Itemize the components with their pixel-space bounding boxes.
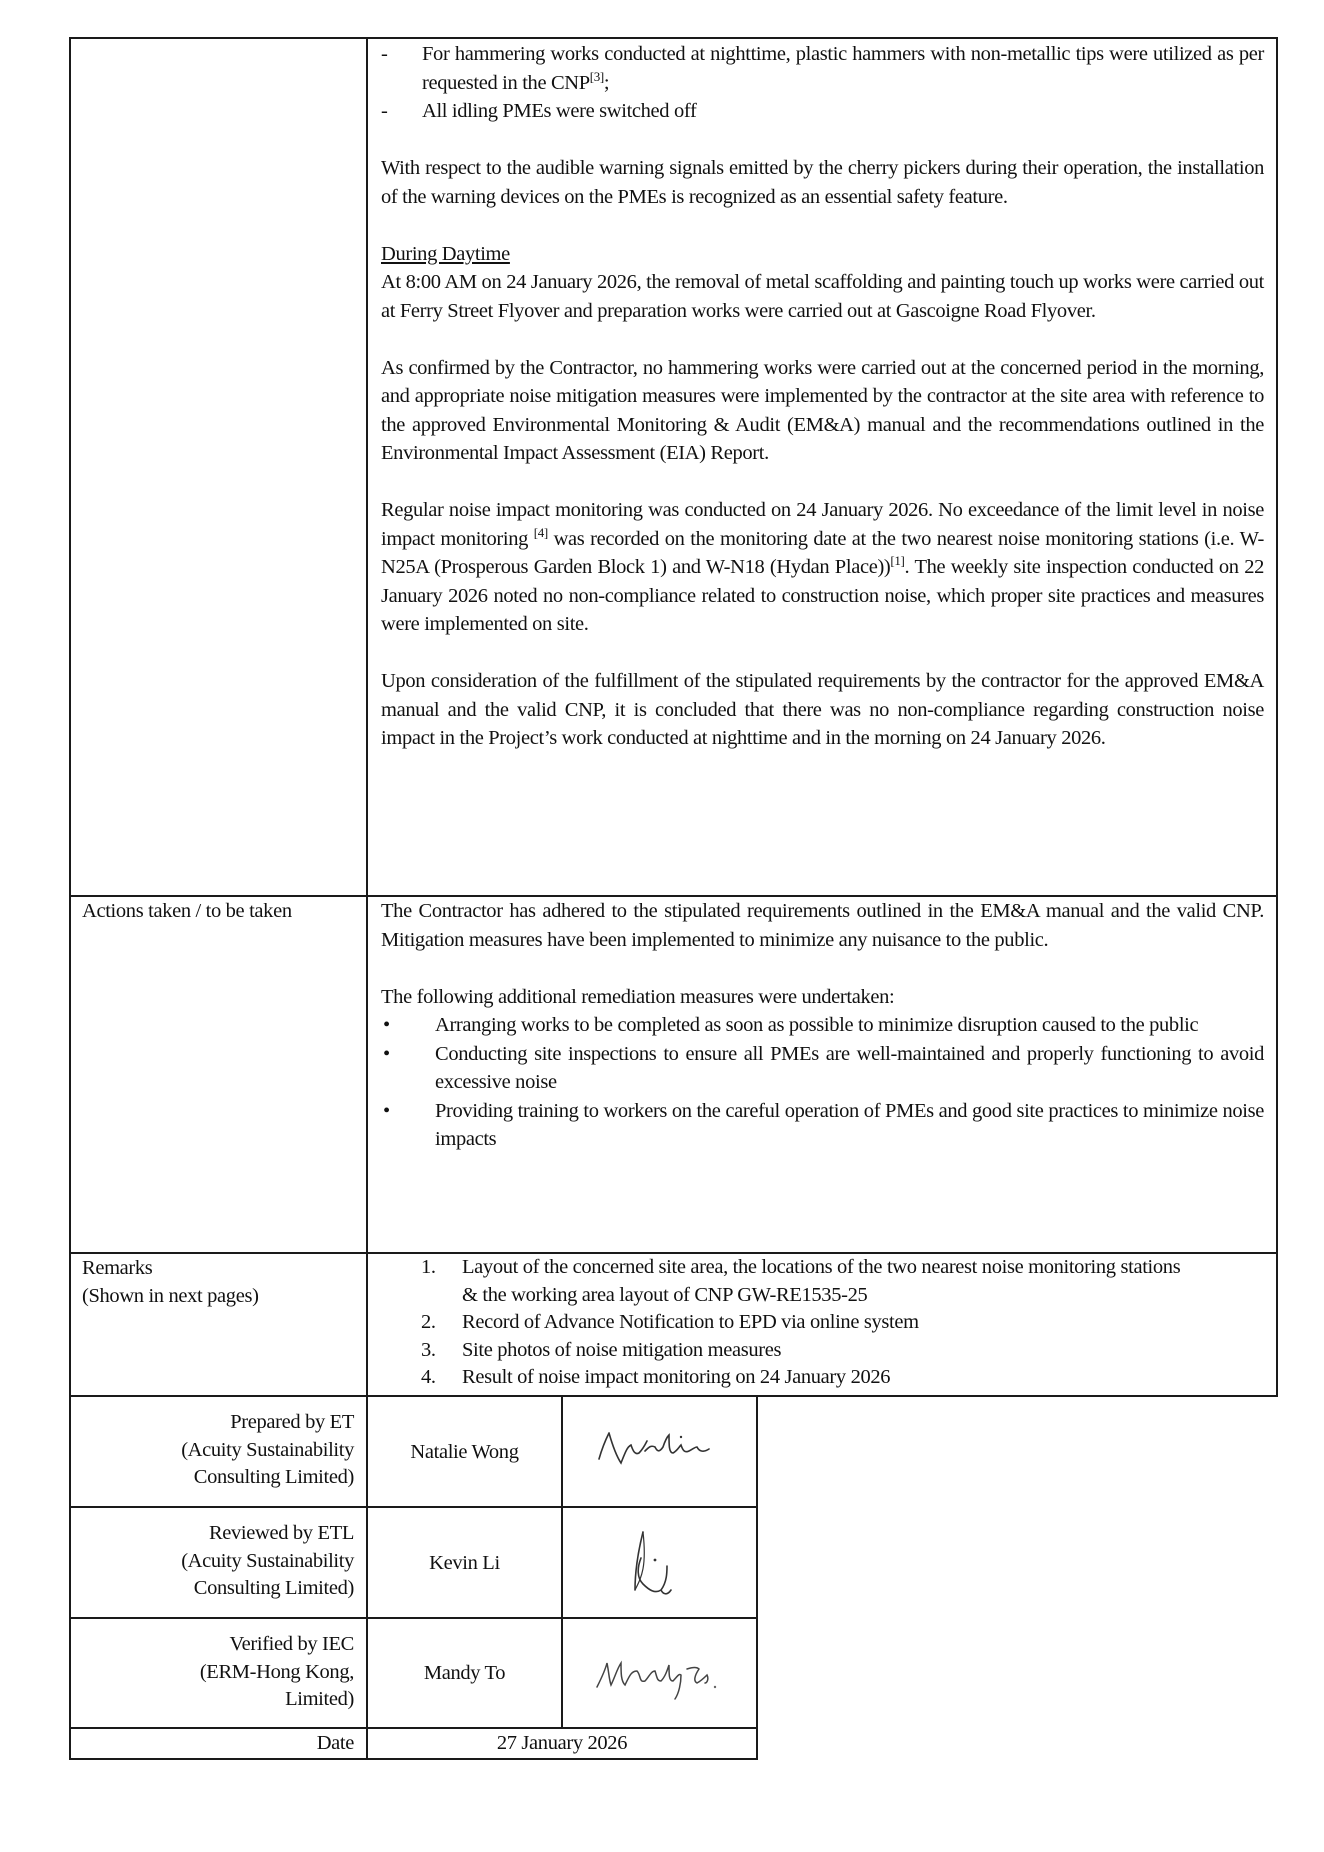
signoff-name-prepared — [368, 1397, 561, 1507]
remarks-list-item — [421, 1337, 1181, 1365]
footnote-ref: [4] — [533, 524, 548, 540]
actions-label-cell — [82, 897, 366, 926]
signoff-role-verified — [71, 1619, 354, 1728]
role-org: (ERM-Hong Kong, — [199, 1660, 354, 1683]
bullet-text: Providing training to workers on the careful operation of PMEs and good site practices to minimize noise impacts — [435, 1099, 1264, 1150]
role-org: (Acuity Sustainability — [181, 1438, 354, 1461]
dash-item-text: For hammering works conducted at nighttime, plastic hammers with non-metallic tips were utilized as per requested in the CNP — [422, 43, 1264, 94]
remarks-item-text: Site photos of noise mitigation measures — [462, 1338, 782, 1361]
paragraph-noise-monitoring — [381, 496, 1264, 639]
paragraph-contractor-confirmation: As confirmed by the Contractor, no hammering works were carried out at the concerned period in the morning, and appropriate noise mitigation measures were implemented by the contractor at the site area with reference to the approved Environmental Monitoring & Audit (EM&A) manual and the recommendations outlined in the Environmental Impact Assessment (EIA) Report. — [381, 356, 1264, 464]
role-org-cont: Consulting Limited) — [193, 1466, 354, 1488]
footnote-ref: [1] — [890, 553, 905, 568]
signature-cell-verified — [563, 1619, 756, 1728]
dash-list-item — [381, 40, 1264, 97]
signer-name: Kevin Li — [429, 1552, 500, 1574]
role-org: (Acuity Sustainability — [181, 1549, 354, 1572]
remarks-label: Remarks — [82, 1257, 153, 1279]
dash-item-text: All idling PMEs were switched off — [422, 100, 697, 122]
signature-cell-reviewed — [563, 1508, 756, 1618]
signoff-border-bottom — [70, 1758, 758, 1760]
date-value: 27 January 2026 — [496, 1732, 628, 1754]
remarks-item-text: Record of Advance Notification to EPD via online system — [462, 1311, 919, 1333]
list-number: 1. — [421, 1256, 436, 1278]
footnote-ref: [3] — [589, 68, 604, 84]
section-heading-daytime: During Daytime — [381, 242, 510, 265]
remediation-bullet-item — [381, 1040, 1264, 1097]
signoff-role-reviewed — [71, 1508, 354, 1618]
role-title: Prepared by ET — [230, 1411, 354, 1433]
signoff-date-label-cell — [71, 1729, 354, 1758]
signature-natalie-icon — [563, 1397, 756, 1507]
remediation-bullet-item — [381, 1011, 1264, 1040]
paragraph-daytime-works: At 8:00 AM on 24 January 2026, the removal of metal scaffolding and painting touch up works were carried out at Ferry Street Flyover and preparation works were carried out at Gascoigne Road Flyover. — [381, 271, 1264, 322]
remarks-content-cell — [421, 1254, 1181, 1392]
signoff-name-reviewed — [368, 1508, 561, 1618]
actions-label: Actions taken / to be taken — [82, 900, 292, 922]
signoff-role-prepared — [71, 1397, 354, 1507]
list-number: 2. — [421, 1311, 436, 1333]
remarks-item-text: Layout of the concerned site area, the locations of the two nearest noise monitoring stations & the working area layout of CNP GW-RE1535-25 — [462, 1256, 1181, 1306]
row1-label-cell — [71, 39, 366, 895]
remarks-item-text: Result of noise impact monitoring on 24 January 2026 — [462, 1366, 891, 1388]
bullet-icon: • — [383, 1042, 390, 1065]
bullet-icon: • — [383, 1099, 390, 1122]
remediation-list-intro: The following additional remediation measures were undertaken: — [381, 985, 895, 1008]
signature-kevin-icon — [563, 1508, 756, 1618]
row1-content-cell — [381, 40, 1264, 753]
signoff-date-value-cell — [368, 1729, 756, 1758]
remarks-list-item — [421, 1364, 1181, 1392]
signer-name: Mandy To — [423, 1662, 506, 1684]
date-label: Date — [316, 1732, 354, 1754]
list-number: 3. — [421, 1338, 436, 1361]
remarks-label-cell — [82, 1254, 366, 1310]
monitoring-text-a: Regular noise impact monitoring was conducted on 24 January 2026. No exceedance of the limit level in noise impact monitoring — [381, 499, 1264, 550]
role-org-cont: Limited) — [285, 1688, 354, 1710]
paragraph-conclusion: Upon consideration of the fulfillment of the stipulated requirements by the contractor for the approved EM&A manual and the valid CNP, it is concluded that there was no non-compliance regarding construction noise impact in the Project’s work conducted at nighttime and in the morning on 24 January 2026. — [381, 670, 1264, 749]
paragraph-actions-intro: The Contractor has adhered to the stipulated requirements outlined in the EM&A manual and the valid CNP. Mitigation measures have been implemented to minimize any nuisance to the public. — [381, 900, 1264, 951]
role-title: Reviewed by ETL — [208, 1522, 354, 1544]
bullet-text: Conducting site inspections to ensure all PMEs are well-maintained and properly functioning to avoid excessive noise — [435, 1042, 1264, 1093]
remarks-list-item — [421, 1309, 1181, 1337]
dash-list-item — [381, 97, 1264, 126]
monitoring-text-c: . The weekly site inspection conducted on 22 January 2026 noted no non-compliance related to construction noise, which proper site practices and measures were implemented on site. — [381, 556, 1264, 635]
bullet-icon: • — [383, 1014, 390, 1036]
main-table-border-right — [1276, 37, 1278, 1397]
monitoring-text-b: was recorded on the monitoring date at the two nearest noise monitoring stations (i.e. W-N25A (Prosperous Garden Block 1) and W-N18 (Hydan Place)) — [381, 527, 1265, 578]
remarks-sublabel: (Shown in next pages) — [82, 1285, 259, 1307]
role-org-cont: Consulting Limited) — [193, 1577, 354, 1599]
bullet-text: Arranging works to be completed as soon as possible to minimize disruption caused to the public — [435, 1014, 1199, 1036]
dash-marker: - — [381, 43, 388, 65]
remarks-list-item — [421, 1254, 1181, 1309]
dash-item-tail: ; — [603, 71, 610, 94]
signoff-border-right — [756, 1395, 758, 1760]
actions-content-cell — [381, 897, 1264, 1154]
signoff-name-verified — [368, 1619, 561, 1728]
paragraph-warning-signals: With respect to the audible warning signals emitted by the cherry pickers during their operation, the installation of the warning devices on the PMEs is recognized as an essential safety feature. — [381, 157, 1264, 208]
signature-mandy-icon — [563, 1619, 756, 1728]
remediation-bullet-item — [381, 1097, 1264, 1154]
signer-name: Natalie Wong — [410, 1441, 519, 1463]
role-title: Verified by IEC — [229, 1633, 354, 1655]
list-number: 4. — [421, 1366, 436, 1388]
dash-marker: - — [381, 100, 388, 122]
signature-cell-prepared — [563, 1397, 756, 1507]
